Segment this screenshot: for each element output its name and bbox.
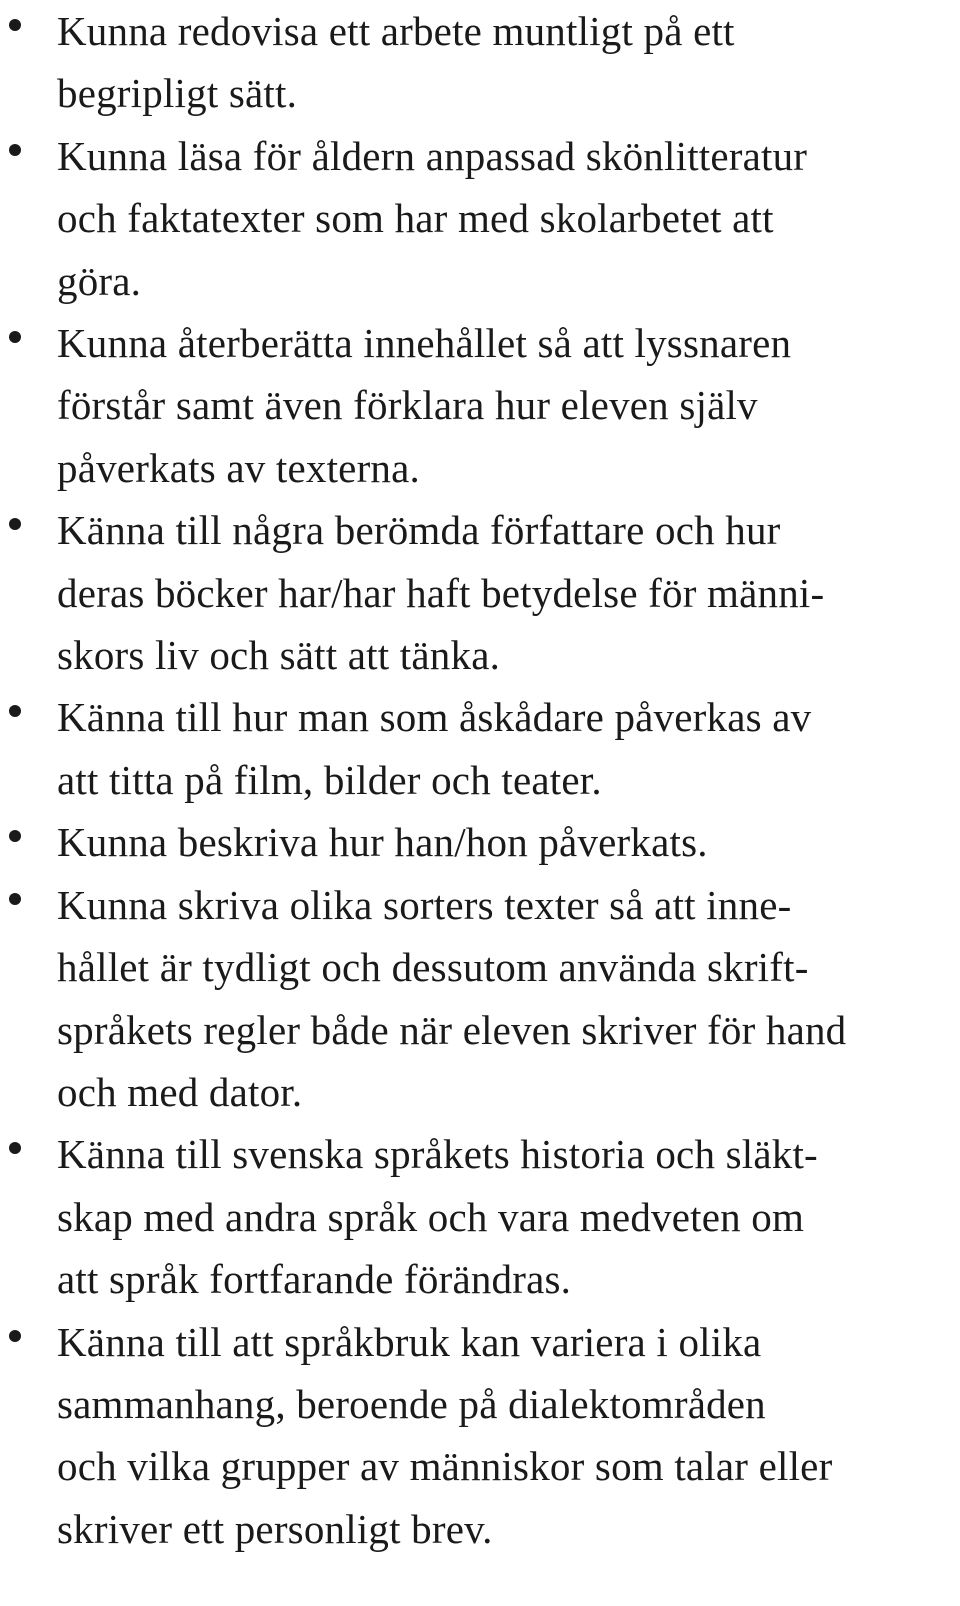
list-item-line: hållet är tydligt och dessutom använda skrift- (57, 944, 809, 991)
list-item-line: Känna till några berömda författare och hur (57, 507, 781, 554)
bullet-icon (9, 1330, 21, 1342)
list-item-line: att titta på film, bilder och teater. (57, 756, 602, 803)
list-item-line: begripligt sätt. (57, 70, 298, 117)
list-item-line: påverkats av texterna. (57, 444, 420, 491)
list-item-line: och faktatexter som har med skolarbetet att (57, 195, 774, 242)
list-item-line: Känna till svenska språkets historia och släkt- (57, 1131, 818, 1178)
list-item-line: språkets regler både när eleven skriver för hand (57, 1006, 847, 1053)
bullet-icon (9, 331, 21, 343)
list-item (0, 1123, 960, 1310)
list-item-line: skap med andra språk och vara medveten om (57, 1193, 805, 1240)
list-item-line: Kunna beskriva hur han/hon påverkats. (57, 819, 708, 866)
bullet-icon (9, 144, 21, 156)
list-item-line: skriver ett personligt brev. (57, 1505, 493, 1552)
list-item (0, 312, 960, 499)
list-item (0, 686, 960, 811)
bullet-icon (9, 1142, 21, 1154)
list-item (0, 125, 960, 312)
list-item-line: förstår samt även förklara hur eleven själv (57, 382, 758, 429)
bullet-icon (9, 830, 21, 842)
bullet-icon (9, 518, 21, 530)
list-item-line: deras böcker har/har haft betydelse för männi- (57, 569, 825, 616)
list-item-line: Kunna redovisa ett arbete muntligt på ett (57, 8, 735, 54)
list-item-line: skors liv och sätt att tänka. (57, 632, 501, 679)
list-item-line: Kunna skriva olika sorters texter så att inne- (57, 881, 792, 928)
list-item-line: att språk fortfarande förändras. (57, 1256, 572, 1303)
list-item-line: Känna till att språkbruk kan variera i olika (57, 1318, 762, 1365)
list-item-line: göra. (57, 257, 142, 304)
list-item (0, 1311, 960, 1561)
bullet-icon (9, 705, 21, 717)
list-item-line: Kunna återberätta innehållet så att lyssnaren (57, 320, 792, 367)
list-item (0, 0, 960, 125)
list-item (0, 811, 960, 873)
bullet-icon (9, 893, 21, 905)
list-item-line: Kunna läsa för åldern anpassad skönlitteratur (57, 132, 808, 179)
list-item-line: sammanhang, beroende på dialektområden (57, 1380, 766, 1427)
list-item (0, 874, 960, 1124)
list-item (0, 499, 960, 686)
bullet-icon (9, 19, 21, 31)
list-item-line: Känna till hur man som åskådare påverkas av (57, 694, 812, 741)
list-item-line: och vilka grupper av människor som talar eller (57, 1443, 833, 1490)
list-item-line: och med dator. (57, 1068, 303, 1115)
